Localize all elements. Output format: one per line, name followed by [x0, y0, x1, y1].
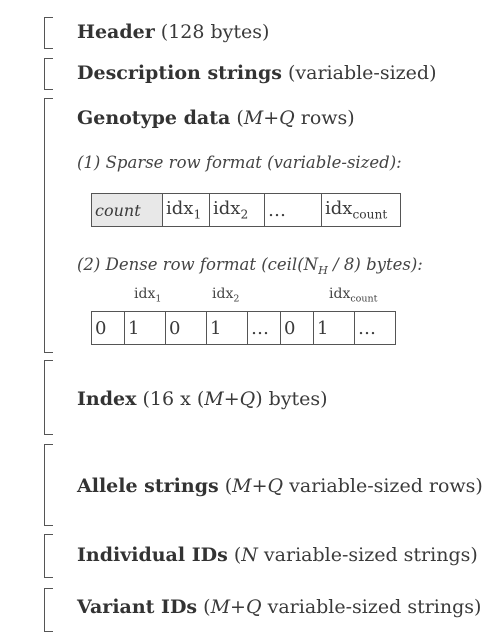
genotype-section-label: Genotype data (M+Q rows): [77, 107, 355, 129]
sparse-count-cell: count: [92, 194, 163, 227]
dense-label-idx1: idx$_1$: [134, 286, 162, 305]
variant-section-label: Variant IDs (M+Q variable-sized strings): [77, 596, 482, 618]
variant-bracket: [44, 588, 53, 632]
genotype-bracket: [44, 98, 53, 353]
dense-label-idx2: idx$_2$: [212, 286, 240, 305]
allele-section-label: Allele strings (M+Q variable-sized rows): [77, 475, 483, 497]
description-section-label: Description strings (variable-sized): [77, 62, 437, 84]
dense-cell: 0: [281, 312, 314, 345]
dense-cell: 0: [166, 312, 207, 345]
individual-section-label: Individual IDs (N variable-sized strings): [77, 544, 478, 566]
header-section-label: Header (128 bytes): [77, 21, 270, 43]
sparse-idxcount-cell: idx$_{count}$: [322, 194, 401, 227]
sparse-caption: (1) Sparse row format (variable-sized):: [77, 153, 402, 172]
index-section-label: Index (16 x (M+Q) bytes): [77, 388, 328, 410]
index-bracket: [44, 360, 53, 435]
dense-cell: 1: [125, 312, 166, 345]
dense-row-table: [91, 311, 396, 345]
sparse-ellipsis-cell: …: [265, 194, 322, 227]
dense-cell: 1: [207, 312, 248, 345]
sparse-row-table: [91, 193, 401, 227]
header-bracket: [44, 17, 53, 49]
dense-cell: 0: [92, 312, 125, 345]
description-bracket: [44, 58, 53, 90]
dense-cell: 1: [314, 312, 355, 345]
sparse-idx2-cell: idx$_2$: [210, 194, 265, 227]
individual-bracket: [44, 534, 53, 578]
allele-bracket: [44, 444, 53, 526]
dense-cell: …: [248, 312, 281, 345]
dense-caption: (2) Dense row format ($ceil(N_H / 8)$ bytes):: [77, 255, 423, 277]
dense-label-idxcount: idx$_{count}$: [329, 286, 378, 305]
sparse-idx1-cell: idx$_1$: [163, 194, 210, 227]
dense-cell: …: [355, 312, 396, 345]
